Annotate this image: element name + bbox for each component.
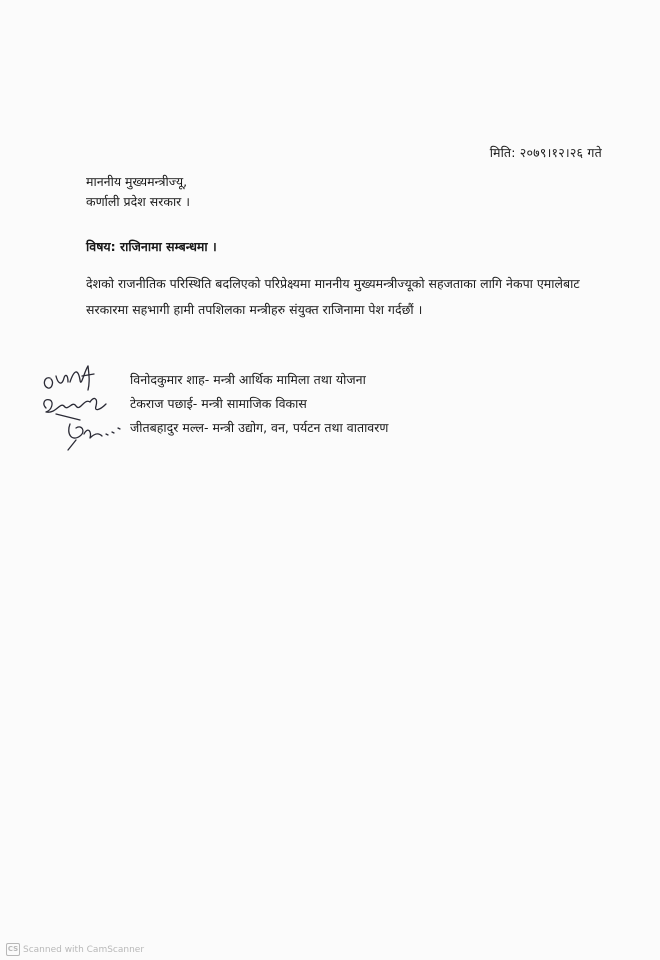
addressee-office: कर्णाली प्रदेश सरकार । [86,194,191,209]
letter-date: मिति: २०७९।१२।२६ गते [489,145,602,160]
minister-line: टेकराज पछाई- मन्त्री सामाजिक विकास [130,396,307,411]
subject-line [86,238,217,255]
camscanner-logo-icon: CS [6,943,20,956]
minister-line: विनोदकुमार शाह- मन्त्री आर्थिक मामिला तथा योजना [130,372,366,387]
subject-text: राजिनामा सम्बन्धमा । [120,239,217,254]
minister-list [130,368,388,440]
watermark-text: Scanned with CamScanner [23,944,145,955]
addressee-title: माननीय मुख्यमन्त्रीज्यू, [86,174,188,189]
scanner-watermark [6,943,144,956]
minister-line: जीतबहादुर मल्ल- मन्त्री उद्योग, वन, पर्यटन तथा वातावरण [130,420,389,435]
subject-label: विषय: [86,239,116,254]
letter-body: देशको राजनीतिक परिस्थिति बदलिएको परिप्रेक्ष्यमा माननीय मुख्यमन्त्रीज्यूको सहजताका लागि नेकपा एमालेबाट सरकारमा सहभागी हामी तपशिलका मन्त्रीहरु संयुक्त राजिनामा पेश गर्दछौं । [86,276,580,317]
addressee-block [86,172,190,212]
